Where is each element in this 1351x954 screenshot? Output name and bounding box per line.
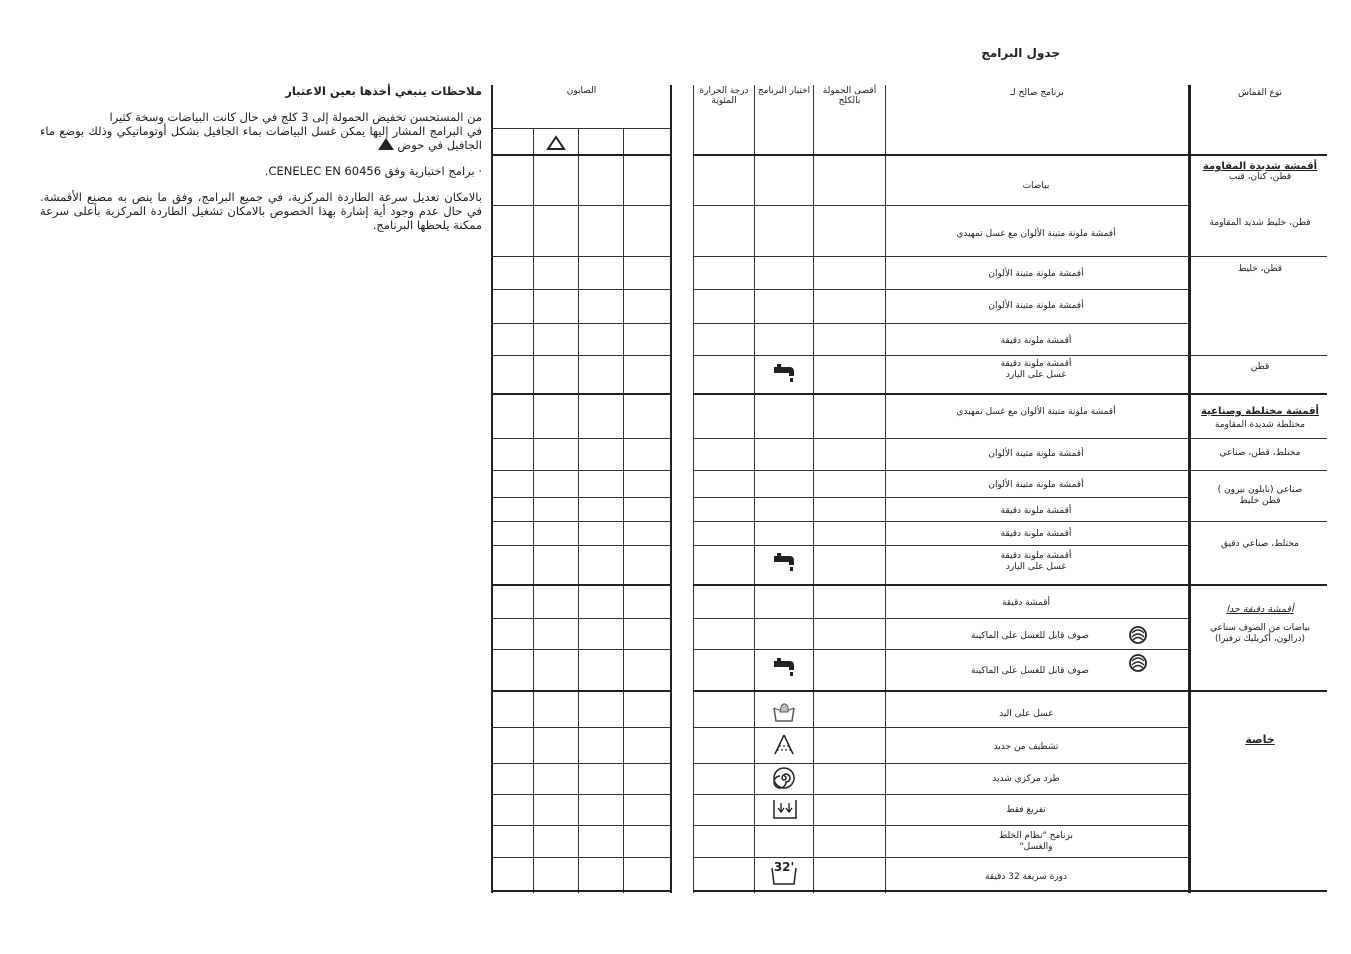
rinse-icon [772, 734, 796, 756]
quick-32-icon: 32' [770, 860, 798, 886]
program-row-1: بياضات [1022, 181, 1050, 191]
category-heavy: أقمشة شديدة المقاومة قطن، كتان، قنب [1202, 161, 1318, 182]
notes-section [40, 84, 482, 244]
header-program: برنامج صالح لـ [1010, 88, 1064, 98]
program-row-5: أقمشة ملونة دقيقة [1000, 336, 1072, 346]
program-row-9: أقمشة ملونة متينة الألوان [988, 480, 1084, 490]
header-fabric: نوع القماش [1237, 88, 1283, 98]
wool-icon [1128, 625, 1148, 645]
drain-icon [772, 798, 798, 820]
category-synthetic: صناعي (نايلون بيرون ) قطن خليط [1217, 485, 1303, 506]
category-delicate-mixed: مختلط، صناعي دقيق [1221, 539, 1299, 549]
category-cotton-blend: قطن، خليط [1237, 264, 1283, 274]
faucet-icon [772, 656, 796, 678]
header-select: اختيار البرنامج [757, 86, 811, 96]
header-detergent: الصابون [566, 86, 597, 96]
header-temp: درجة الحرارة المئوية [699, 86, 749, 106]
program-row-18: طرد مركزي شديد [992, 774, 1060, 784]
note-cenelec: · برامج اختبارية وفق CENELEC EN 60456. [264, 164, 482, 178]
faucet-icon [772, 551, 796, 573]
note-load: من المستحسن تخفيض الحمولة إلى 3 كلج في حال كانت البياضات وسخة كثيرا [109, 110, 482, 124]
program-row-10: أقمشة ملونة دقيقة [1000, 506, 1072, 516]
program-row-13: أقمشة دقيقة [1001, 598, 1051, 608]
program-row-17: تشطيف من جديد [993, 742, 1059, 752]
wool-icon [1128, 653, 1148, 673]
program-row-8: أقمشة ملونة متينة الألوان [988, 449, 1084, 459]
category-mixed-synthetic: مختلط، قطن، صناعي [1219, 448, 1301, 458]
notes-heading: ملاحظات ينبغي أخذها بعين الاعتبار [285, 84, 482, 98]
faucet-icon [772, 362, 796, 384]
handwash-icon [771, 700, 797, 724]
program-row-6: أقمشة ملونة دقيقة غسل على البارد [1000, 359, 1072, 380]
warning-triangle-icon [546, 135, 566, 151]
category-very-delicate: أقمشة دقيقة جدا بياضات من الصوف سناعي (درالون، أكريليك ترفيرا) [1210, 604, 1310, 644]
program-row-14: صوف قابل للغسل على الماكينة [971, 631, 1089, 641]
program-row-7: أقمشة ملونة متينة الألوان مع غسل تمهيدي [956, 407, 1116, 417]
program-row-20: برنامج "نظام الخلط والغسل" [999, 831, 1073, 852]
note-spin: بالامكان تعديل سرعة الطاردة المركزية، في جميع البرامج، وفق ما ينص به مصنع الأقمشة. في حال عدم وجود أية إشارة بهذا الخصوص بالامكان تشغيل الطاردة المركزية بأعلى سرعة ممكنة يلحظها البرنامج. [40, 190, 482, 232]
category-cotton: قطن [1250, 362, 1270, 372]
spin-icon [772, 766, 796, 790]
category-special: خاصة [1245, 733, 1275, 746]
warning-triangle-icon [378, 138, 394, 150]
program-row-21: دورة سريعة 32 دقيقة [984, 872, 1068, 882]
category-cotton-blend-strong: قطن، خليط شديد المقاومة [1209, 218, 1311, 228]
note-bleach: في البرامج المشار إليها يمكن غسل البياضات بماء الجافيل بشكل أوتوماتيكي وذلك بوضع ماء الجافيل في حوض [40, 124, 482, 152]
program-row-4: أقمشة ملونة متينة الألوان [988, 301, 1084, 311]
program-row-11: أقمشة ملونة دقيقة [1000, 529, 1072, 539]
page-title: جدول البرامج [981, 46, 1060, 60]
program-row-16: غسل على اليد [999, 709, 1053, 719]
program-row-15: صوف قابل للغسل على الماكينة [971, 666, 1089, 676]
program-row-2: أقمشة ملونة متينة الألوان مع غسل تمهيدي [956, 229, 1116, 239]
program-row-12: أقمشة ملونة دقيقة غسل على البارد [1000, 551, 1072, 572]
program-row-19: تفريغ فقط [1006, 805, 1046, 815]
program-row-3: أقمشة ملونة متينة الألوان [988, 269, 1084, 279]
category-mixed: أقمشة مختلطة وصناعية مختلطة شديدة المقاومة [1201, 406, 1319, 430]
header-max-load: أقصى الحمولة بالكلج [822, 86, 877, 106]
